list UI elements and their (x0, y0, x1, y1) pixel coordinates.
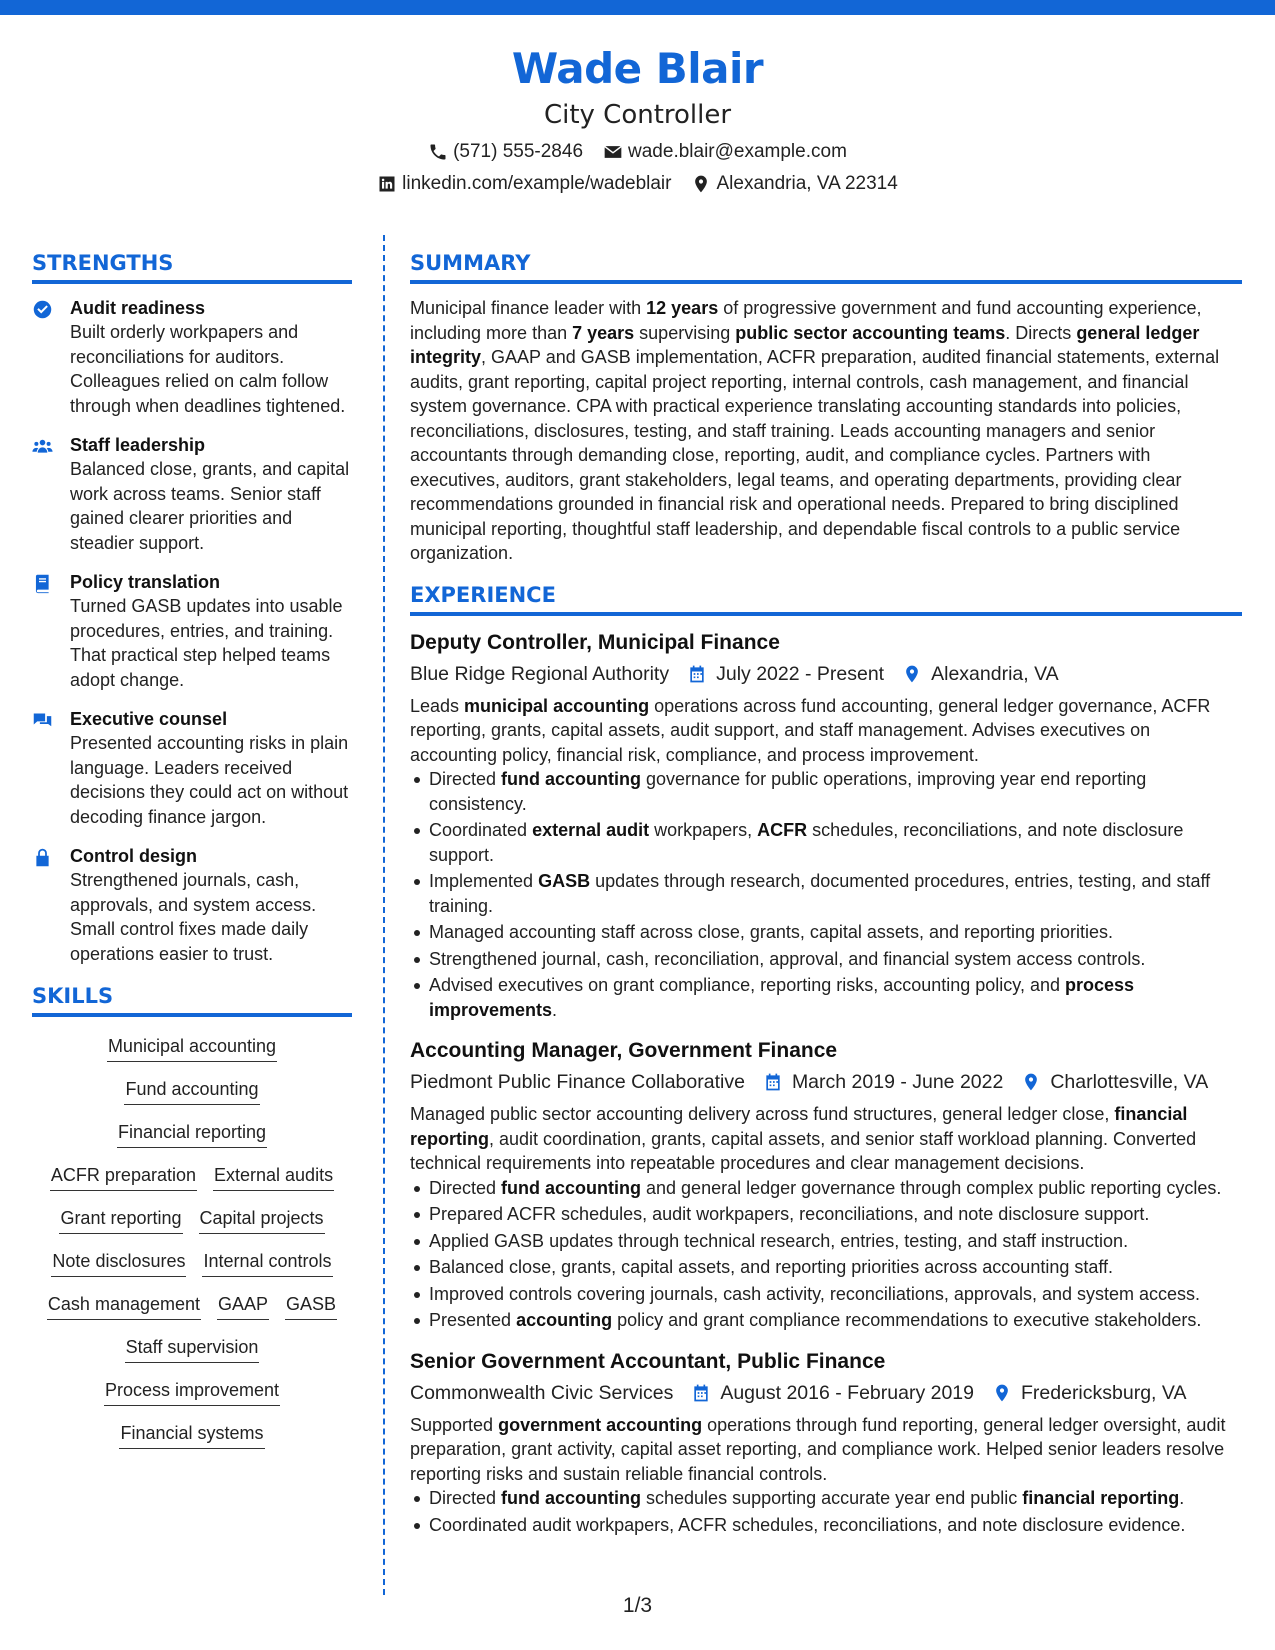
map-pin-icon (691, 174, 711, 194)
linkedin-icon (377, 174, 397, 194)
right-column (410, 248, 1242, 1551)
job-org: Blue Ridge Regional Authority (410, 662, 670, 685)
skill-row (32, 1162, 352, 1191)
job-bullet: Strengthened journal, cash, reconciliation, approval, and financial system access controls. (410, 947, 1242, 972)
calendar-icon (691, 1383, 711, 1403)
skill-tag: GASB (285, 1291, 337, 1320)
phone-icon (428, 142, 448, 162)
job-title: Accounting Manager, Government Finance (410, 1039, 838, 1062)
job-bullet: Advised executives on grant compliance, reporting risks, accounting policy, and process improvements. (410, 973, 1242, 1022)
skill-row (32, 1248, 352, 1277)
job-bullet: Directed fund accounting governance for public operations, improving year end reporting consistency. (410, 767, 1242, 816)
job-bullet: Applied GASB updates through technical research, entries, testing, and staff instruction. (410, 1229, 1242, 1254)
skill-tag: Cash management (47, 1291, 201, 1320)
skill-tag: Internal controls (202, 1248, 332, 1277)
experience-heading: EXPERIENCE (410, 580, 1242, 616)
skill-row (32, 1033, 352, 1062)
skill-tag: Municipal accounting (107, 1033, 277, 1062)
skill-tag: External audits (213, 1162, 334, 1191)
job-location: Charlottesville, VA (1050, 1071, 1209, 1093)
strength-item (32, 570, 352, 692)
job-bullet: Coordinated audit workpapers, ACFR schedules, reconciliations, and note disclosure evidence. (410, 1513, 1242, 1538)
skill-tag: Capital projects (199, 1205, 325, 1234)
strength-item (32, 296, 352, 418)
users-icon (32, 436, 53, 457)
job-title: Senior Government Accountant, Public Finance (410, 1349, 886, 1373)
job-bullet: Coordinated external audit workpapers, ACFR schedules, reconciliations, and note disclosure support. (410, 818, 1242, 867)
column-divider (383, 235, 385, 1595)
job-org: Piedmont Public Finance Collaborative (410, 1071, 745, 1093)
skill-tag: Fund accounting (124, 1076, 259, 1105)
skill-tag: Financial systems (119, 1420, 264, 1449)
book-icon (32, 573, 53, 594)
job-entry (410, 628, 1242, 1023)
strength-item (32, 844, 352, 966)
job-bullet: Improved controls covering journals, cash activity, reconciliations, approvals, and system access. (410, 1282, 1242, 1307)
job-description: Leads municipal accounting operations across fund accounting, general ledger governance, ACFR reporting, grants, capital assets, audit support, and staff management. Advises executives on accounting policy, financial risk, compliance, and process improvement. (410, 695, 1211, 765)
job-description: Managed public sector accounting delivery across fund structures, general ledger close, financial reporting, audit coordination, grants, capital assets, and senior staff workload planning. Converted technical requirements into repeatable procedures and clear management decisions. (410, 1104, 1197, 1173)
page-number: 1/3 (622, 1594, 653, 1617)
job-org: Commonwealth Civic Services (410, 1381, 674, 1404)
contact-phone[interactable] (428, 136, 583, 168)
contact-email[interactable] (603, 136, 847, 168)
strength-title: Executive counsel (70, 709, 228, 729)
job-meta (410, 1377, 1242, 1409)
summary-heading: SUMMARY (410, 248, 1242, 284)
skill-row (32, 1205, 352, 1234)
strength-title: Control design (70, 846, 197, 866)
skill-row (32, 1119, 352, 1148)
strength-title: Audit readiness (70, 298, 206, 318)
strength-desc: Turned GASB updates into usable procedures, entries, and training. That practical step helped teams adopt change. (70, 596, 343, 690)
skills-section (32, 981, 352, 1449)
job-bullet: Prepared ACFR schedules, audit workpapers, reconciliations, and note disclosure support. (410, 1202, 1242, 1227)
chat-bubbles-icon (32, 710, 53, 731)
job-entry (410, 1036, 1242, 1333)
map-pin-icon (902, 664, 922, 684)
contact-row-2 (0, 168, 1275, 200)
skill-tag: Grant reporting (59, 1205, 182, 1234)
job-meta (410, 1066, 1242, 1098)
job-location: Fredericksburg, VA (1021, 1381, 1187, 1404)
job-bullets (410, 1176, 1242, 1333)
phone-text: (571) 555-2846 (453, 141, 584, 162)
lock-icon (32, 847, 53, 868)
map-pin-icon (992, 1383, 1012, 1403)
job-bullets (410, 1486, 1242, 1537)
skill-row (32, 1420, 352, 1449)
check-circle-icon (32, 299, 53, 320)
resume-header (0, 40, 1275, 200)
summary-paragraph: Municipal finance leader with 12 years of progressive government and fund accounting experience, including more than 7 years supervising public sector accounting teams. Directs general ledger integrity, GAAP and GASB implementation, ACFR preparation, audited financial statements, external audits, grant reporting, capital project reporting, internal controls, cash management, and financial system governance. CPA with practical experience translating accounting standards into policies, reconciliations, disclosures, testing, and staff training. Leads accounting managers and senior accountants through demanding close, reporting, audit, and compliance cycles. Partners with executives, auditors, grant stakeholders, legal teams, and operating departments, providing clear recommendations grounded in financial risk and operational needs. Prepared to bring disciplined municipal reporting, thoughtful staff leadership, and dependable fiscal controls to a public service organization. (410, 298, 1220, 563)
skill-tag: Note disclosures (51, 1248, 186, 1277)
skill-row (32, 1377, 352, 1406)
strength-title: Staff leadership (70, 435, 206, 455)
contact-row-1 (0, 136, 1275, 168)
location-text: Alexandria, VA 22314 (716, 173, 898, 194)
job-bullet: Balanced close, grants, capital assets, and reporting priorities across accounting staff. (410, 1255, 1242, 1280)
strength-item (32, 433, 352, 555)
skill-tag: ACFR preparation (50, 1162, 197, 1191)
job-description: Supported government accounting operations through fund reporting, general ledger oversight, audit preparation, grant activity, capital asset reporting, and compliance work. Helped senior leaders resolve reporting risks and sustain reliable financial controls. (410, 1414, 1226, 1484)
job-title: Deputy Controller, Municipal Finance (410, 630, 780, 654)
envelope-icon (603, 142, 623, 162)
strengths-heading: STRENGTHS (32, 248, 352, 284)
job-bullet: Directed fund accounting schedules supporting accurate year end public financial reporting. (410, 1486, 1242, 1511)
job-bullet: Presented accounting policy and grant compliance recommendations to executive stakeholders. (410, 1308, 1242, 1333)
strength-desc: Built orderly workpapers and reconciliations for auditors. Colleagues relied on calm follow through when deadlines tightened. (70, 322, 346, 416)
top-accent-bar (0, 0, 1275, 15)
job-dates: July 2022 - Present (716, 662, 885, 685)
left-column (32, 248, 352, 1463)
strength-item (32, 707, 352, 829)
job-bullet: Managed accounting staff across close, grants, capital assets, and reporting priorities. (410, 920, 1242, 945)
job-bullet: Directed fund accounting and general ledger governance through complex public reporting cycles. (410, 1176, 1242, 1201)
job-bullets (410, 767, 1242, 1022)
candidate-name: Wade Blair (511, 44, 764, 93)
skill-tag: Process improvement (104, 1377, 280, 1406)
strength-title: Policy translation (70, 572, 221, 592)
contact-linkedin[interactable] (377, 168, 671, 200)
skill-row (32, 1291, 352, 1320)
skills-heading: SKILLS (32, 981, 352, 1017)
map-pin-icon (1021, 1072, 1041, 1092)
email-text: wade.blair@example.com (628, 141, 847, 162)
calendar-icon (687, 664, 707, 684)
job-dates: August 2016 - February 2019 (720, 1381, 974, 1404)
skill-row (32, 1334, 352, 1363)
job-meta (410, 658, 1242, 690)
skill-tag: Financial reporting (117, 1119, 267, 1148)
job-entry (410, 1347, 1242, 1538)
strength-desc: Strengthened journals, cash, approvals, and system access. Small control fixes made daily operations easier to trust. (70, 870, 317, 964)
contact-location (691, 168, 897, 200)
job-bullet: Implemented GASB updates through research, documented procedures, entries, testing, and staff training. (410, 869, 1242, 918)
job-location: Alexandria, VA (931, 662, 1059, 685)
skill-tag: Staff supervision (125, 1334, 260, 1363)
skill-row (32, 1076, 352, 1105)
strength-desc: Balanced close, grants, and capital work across teams. Senior staff gained clearer priorities and steadier support. (70, 459, 350, 553)
linkedin-text: linkedin.com/example/wadeblair (402, 173, 672, 194)
calendar-icon (763, 1072, 783, 1092)
strength-desc: Presented accounting risks in plain language. Leaders received decisions they could act on without decoding finance jargon. (70, 733, 349, 827)
job-dates: March 2019 - June 2022 (791, 1071, 1004, 1093)
candidate-title: City Controller (543, 100, 732, 130)
skill-tag: GAAP (217, 1291, 269, 1320)
